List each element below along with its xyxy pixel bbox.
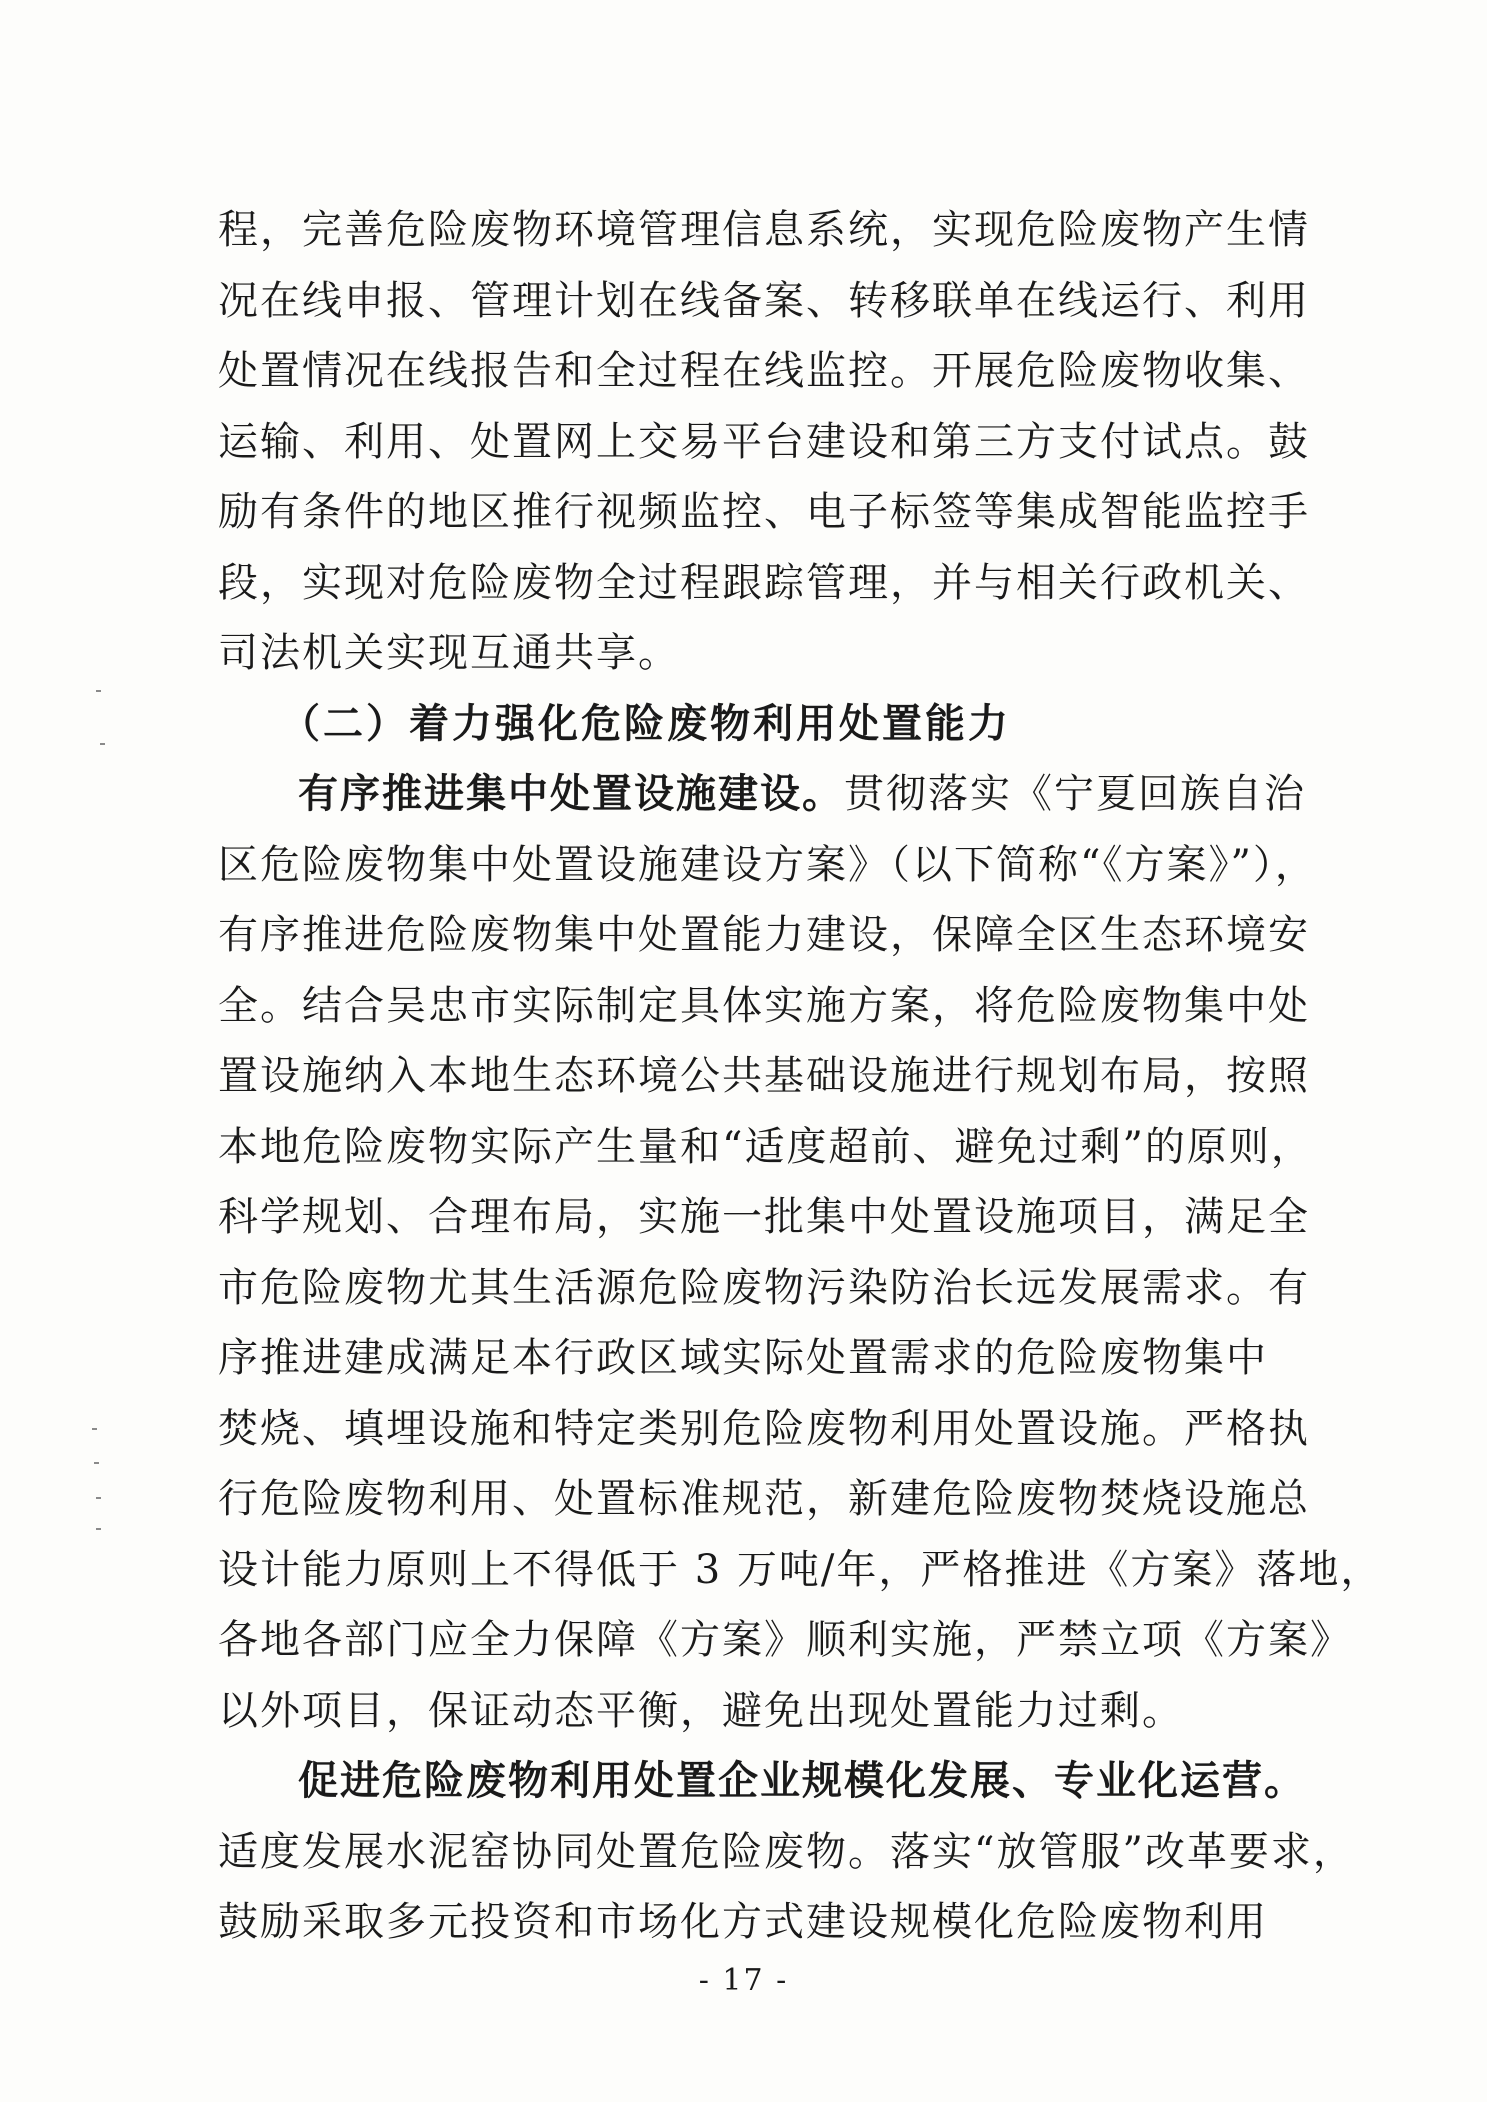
paragraph-first-line xyxy=(218,759,1306,830)
body-line: 司法机关实现互通共享。 xyxy=(218,630,680,676)
body-line: 段，实现对危险废物全过程跟踪管理，并与相关行政机关、 xyxy=(218,559,1310,606)
paragraph-text: 贯彻落实《宁夏回族自治 xyxy=(844,771,1306,817)
paragraph-lead: 有序推进集中处置设施建设。 xyxy=(298,771,844,817)
page-number: - 17 - xyxy=(698,1963,789,1998)
body-line: 鼓励采取多元投资和市场化方式建设规模化危险废物利用 xyxy=(218,1899,1268,1945)
body-line: 设计能力原则上不得低于 3 万吨/年，严格推进《方案》落地， xyxy=(218,1546,1383,1593)
body-line: 程，完善危险废物环境管理信息系统，实现危险废物产生情 xyxy=(218,207,1310,253)
section-heading: （二）着力强化危险废物利用处置能力 xyxy=(280,700,1011,747)
body-line: 适度发展水泥窑协同处置危险废物。落实“放管服”改革要求， xyxy=(218,1828,1355,1875)
body-line: 行危险废物利用、处置标准规范，新建危险废物焚烧设施总 xyxy=(218,1476,1310,1522)
body-line: 各地各部门应全力保障《方案》顺利实施，严禁立项《方案》 xyxy=(218,1617,1352,1663)
body-line: 科学规划、合理布局，实施一批集中处置设施项目，满足全 xyxy=(218,1194,1310,1240)
body-line: 况在线申报、管理计划在线备案、转移联单在线运行、利用 xyxy=(218,277,1310,324)
scan-speck xyxy=(96,690,101,692)
body-line: 有序推进危险废物集中处置能力建设，保障全区生态环境安 xyxy=(218,912,1310,958)
paragraph-lead: 促进危险废物利用处置企业规模化发展、专业化运营。 xyxy=(298,1758,1306,1804)
scan-speck xyxy=(100,743,105,745)
scan-speck xyxy=(96,1528,101,1530)
body-line: 运输、利用、处置网上交易平台建设和第三方支付试点。鼓 xyxy=(218,418,1310,465)
body-line: 全。结合吴忠市实际制定具体实施方案，将危险废物集中处 xyxy=(218,982,1310,1029)
body-line: 励有条件的地区推行视频监控、电子标签等集成智能监控手 xyxy=(218,489,1310,535)
body-text xyxy=(218,195,1383,1958)
scan-speck xyxy=(96,1497,101,1499)
scan-speck xyxy=(92,1428,97,1430)
body-line: 置设施纳入本地生态环境公共基础设施进行规划布局，按照 xyxy=(218,1053,1310,1099)
body-line: 本地危险废物实际产生量和“适度超前、避免过剩”的原则， xyxy=(218,1123,1313,1170)
body-line: 区危险废物集中处置设施建设方案》（以下简称“《方案》”）， xyxy=(218,841,1317,888)
body-line: 处置情况在线报告和全过程在线监控。开展危险废物收集、 xyxy=(218,348,1310,394)
body-line: 序推进建成满足本行政区域实际处置需求的危险废物集中 xyxy=(218,1335,1268,1381)
scan-speck xyxy=(94,1462,99,1464)
body-line: 市危险废物尤其生活源危险废物污染防治长远发展需求。有 xyxy=(218,1264,1310,1311)
body-line: 焚烧、填埋设施和特定类别危险废物利用处置设施。严格执 xyxy=(218,1405,1310,1452)
body-line: 以外项目，保证动态平衡，避免出现处置能力过剩。 xyxy=(218,1687,1184,1734)
